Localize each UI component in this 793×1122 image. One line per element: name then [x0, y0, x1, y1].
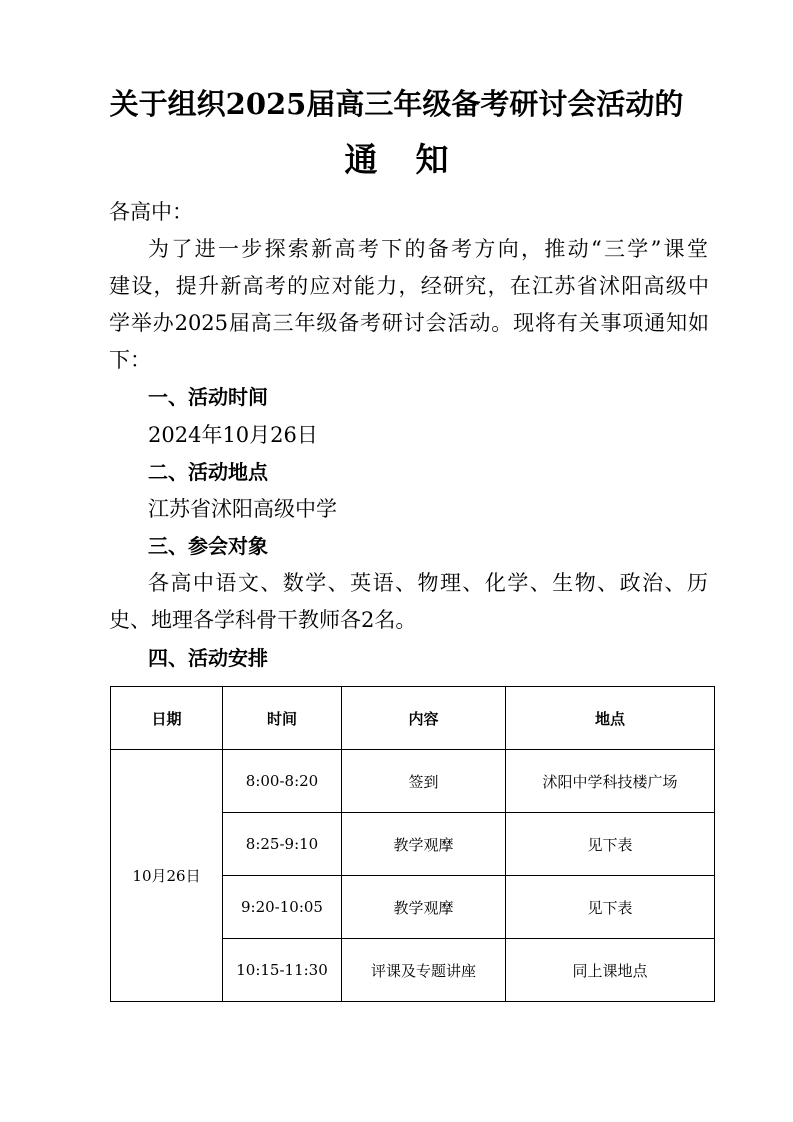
table-row: [111, 750, 715, 813]
header-place: 地点: [506, 687, 715, 750]
document-title: 关于组织2025届高三年级备考研讨会活动的: [109, 87, 684, 121]
header-content: 内容: [342, 687, 506, 750]
row-place: 同上课地点: [506, 939, 715, 1002]
section-heading-schedule: 四、活动安排: [148, 646, 268, 670]
activity-place: 江苏省沭阳高级中学: [148, 497, 337, 521]
section-heading-time: 一、活动时间: [148, 385, 268, 409]
table-header-row: [111, 687, 715, 750]
intro-line-1: 为了进一步探索新高考下的备考方向，推动“三学”课堂: [148, 237, 708, 261]
attendees-line-1: 各高中语文、数学、英语、物理、化学、生物、政治、历: [148, 571, 708, 595]
intro-line-3: 学举办2025届高三年级备考研讨会活动。现将有关事项通知如: [109, 311, 709, 335]
row-place: 见下表: [506, 876, 715, 939]
row-content: 教学观摩: [342, 813, 506, 876]
schedule-date: 10月26日: [111, 750, 223, 1002]
row-content: 评课及专题讲座: [342, 939, 506, 1002]
row-content: 教学观摩: [342, 876, 506, 939]
salutation: 各高中：: [109, 200, 193, 224]
row-place: 见下表: [506, 813, 715, 876]
row-place: 沭阳中学科技楼广场: [506, 750, 715, 813]
attendees-line-2: 史、地理各学科骨干教师各2名。: [109, 608, 417, 632]
document-subtitle: 通知: [344, 140, 487, 179]
row-time: 8:25-9:10: [223, 813, 342, 876]
section-heading-place: 二、活动地点: [148, 460, 268, 484]
row-time: 8:00-8:20: [223, 750, 342, 813]
row-time: 9:20-10:05: [223, 876, 342, 939]
intro-line-2: 建设，提升新高考的应对能力，经研究，在江苏省沭阳高级中: [109, 274, 709, 298]
activity-date: 2024年10月26日: [148, 423, 318, 447]
header-time: 时间: [223, 687, 342, 750]
intro-line-4: 下：: [109, 348, 151, 372]
row-time: 10:15-11:30: [223, 939, 342, 1002]
schedule-table: [110, 686, 715, 1002]
header-date: 日期: [111, 687, 223, 750]
row-content: 签到: [342, 750, 506, 813]
section-heading-attendees: 三、参会对象: [148, 534, 268, 558]
